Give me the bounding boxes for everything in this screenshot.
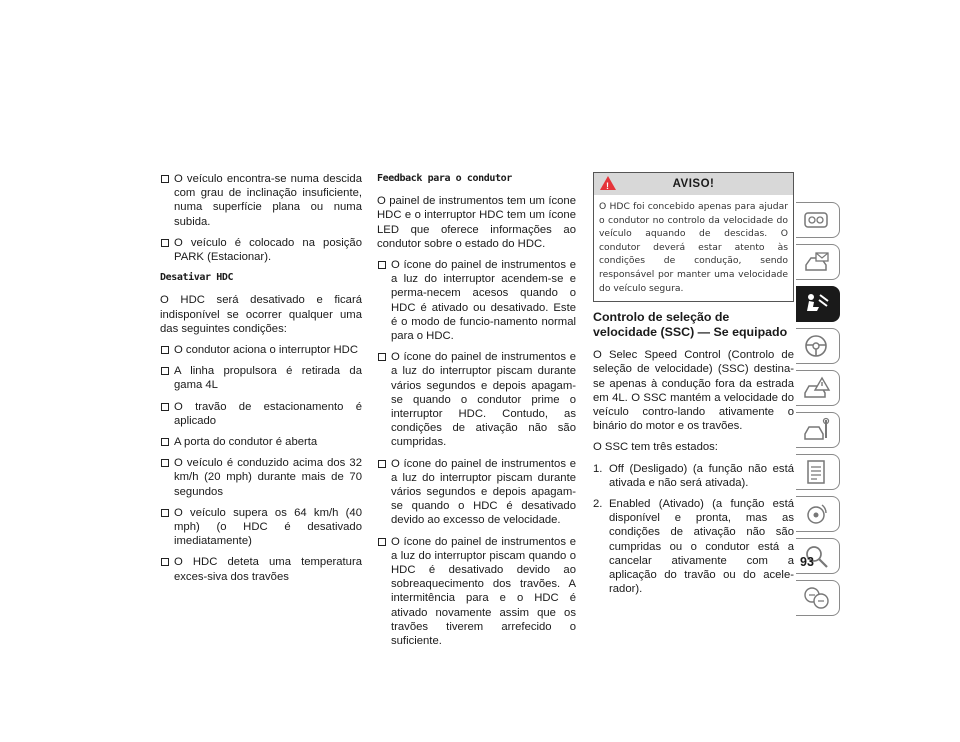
section-heading-deactivate-hdc: Desativar HDC <box>160 272 234 284</box>
section-heading-driver-feedback: Feedback para o condutor <box>377 173 512 184</box>
tab-multimedia[interactable] <box>796 496 840 532</box>
warning-header <box>594 173 793 195</box>
numbered-item <box>593 497 794 596</box>
item-text: Enabled (Ativado) (a função está disponível e pronta, mas as condições de ativação não são cumpridas ou o condutor está a cancelar ativamente com a aplicação do travão ou do acele-rador). <box>609 497 794 596</box>
item-number: 1. <box>593 462 603 475</box>
tab-emergency[interactable] <box>796 370 840 406</box>
tab-specs[interactable] <box>796 454 840 490</box>
page-number: 93 <box>800 555 814 569</box>
list-item: O veículo supera os 64 km/h (40 mph) (o HDC é desativado imediatamente) <box>160 506 362 549</box>
tab-dashboard[interactable] <box>796 202 840 238</box>
list-item: O veículo encontra-se numa descida com grau de inclinação insuficiente, numa superfície plana ou numa subida. <box>160 172 362 229</box>
list-item: O travão de estacionamento é aplicado <box>160 400 362 428</box>
car-service-wrench-icon <box>802 417 832 443</box>
checklist-icon <box>802 459 832 485</box>
item-number: 2. <box>593 497 603 510</box>
list-item: O veículo é conduzido acima dos 32 km/h (20 mph) durante mais de 70 segundos <box>160 456 362 499</box>
paragraph: O painel de instrumentos tem um ícone HDC e o interruptor HDC tem um ícone LED que oferece informações ao condutor sobre o estado do HDC. <box>377 195 576 250</box>
warning-triangle-icon <box>600 176 616 190</box>
column-middle <box>377 172 576 655</box>
list-item: A porta do condutor é aberta <box>160 435 362 449</box>
tab-service[interactable] <box>796 412 840 448</box>
column-left <box>160 172 362 591</box>
tab-languages[interactable] <box>796 580 840 616</box>
section-heading-ssc: Controlo de seleção de velocidade (SSC) — Se equipado <box>593 310 788 340</box>
tab-safety[interactable] <box>796 286 840 322</box>
item-text: Off (Desligado) (a função não está ativada e não será ativada). <box>609 462 794 489</box>
warning-icon-mark: ! <box>606 181 609 191</box>
list-item: O condutor aciona o interruptor HDC <box>160 343 362 357</box>
warning-title: AVISO! <box>672 177 715 190</box>
tab-keys[interactable] <box>796 244 840 280</box>
multimedia-icon <box>802 501 832 527</box>
list-item: O ícone do painel de instrumentos e a luz do interruptor piscam durante vários segundos e depois apagam-se quando o condutor prime o interruptor HDC. Contudo, as condições de ativação não são cumpridas. <box>377 350 576 449</box>
list-item: O ícone do painel de instrumentos e a luz do interruptor piscam durante vários segundos e depois apagam-se quando o HDC é desativado devido ao excesso de velocidade. <box>377 457 576 528</box>
tab-driving[interactable] <box>796 328 840 364</box>
paragraph: O SSC tem três estados: <box>593 441 718 454</box>
list-item: O HDC deteta uma temperatura exces-siva dos travões <box>160 555 362 583</box>
warning-box <box>593 172 794 302</box>
language-icon <box>802 585 832 611</box>
list-item: O ícone do painel de instrumentos e a luz do interruptor acendem-se e perma-necem acesos quando o HDC é ativado ou desativado. Este é o modo de funcio-namento normal para o HDC. <box>377 258 576 343</box>
steering-wheel-icon <box>802 333 832 359</box>
list-item: O ícone do painel de instrumentos e a luz do interruptor piscam quando o HDC é desativado devido ao sobreaquecimento dos travões. A intermitência para e o HDC é ativado novamente assim que os travões tiverem arrefecido o suficiente. <box>377 535 576 649</box>
list-item: O veículo é colocado na posição PARK (Estacionar). <box>160 236 362 264</box>
paragraph: O Selec Speed Control (Controlo de seleção de velocidade) (SSC) destina-se apenas à condução fora da estrada em 4L. O SSC mantém a velocidade do veículo contro-lando ativamente o binário do motor e os travões. <box>593 349 794 433</box>
numbered-item <box>593 462 794 490</box>
car-dashboard-icon <box>802 207 832 233</box>
car-warning-icon <box>802 375 832 401</box>
paragraph: O HDC será desativado e ficará indisponível se ocorrer qualquer uma das seguintes condições: <box>160 294 362 335</box>
column-right <box>593 172 794 603</box>
list-item: A linha propulsora é retirada da gama 4L <box>160 364 362 392</box>
airbag-seat-icon <box>802 291 832 317</box>
car-key-mail-icon <box>802 249 832 275</box>
warning-text: O HDC foi concebido apenas para ajudar o condutor no controlo da velocidade do veículo aquando de descidas. O condutor deverá estar atento às condições de condução, sendo responsável por manter uma velocidade do veículo segura. <box>599 201 788 294</box>
